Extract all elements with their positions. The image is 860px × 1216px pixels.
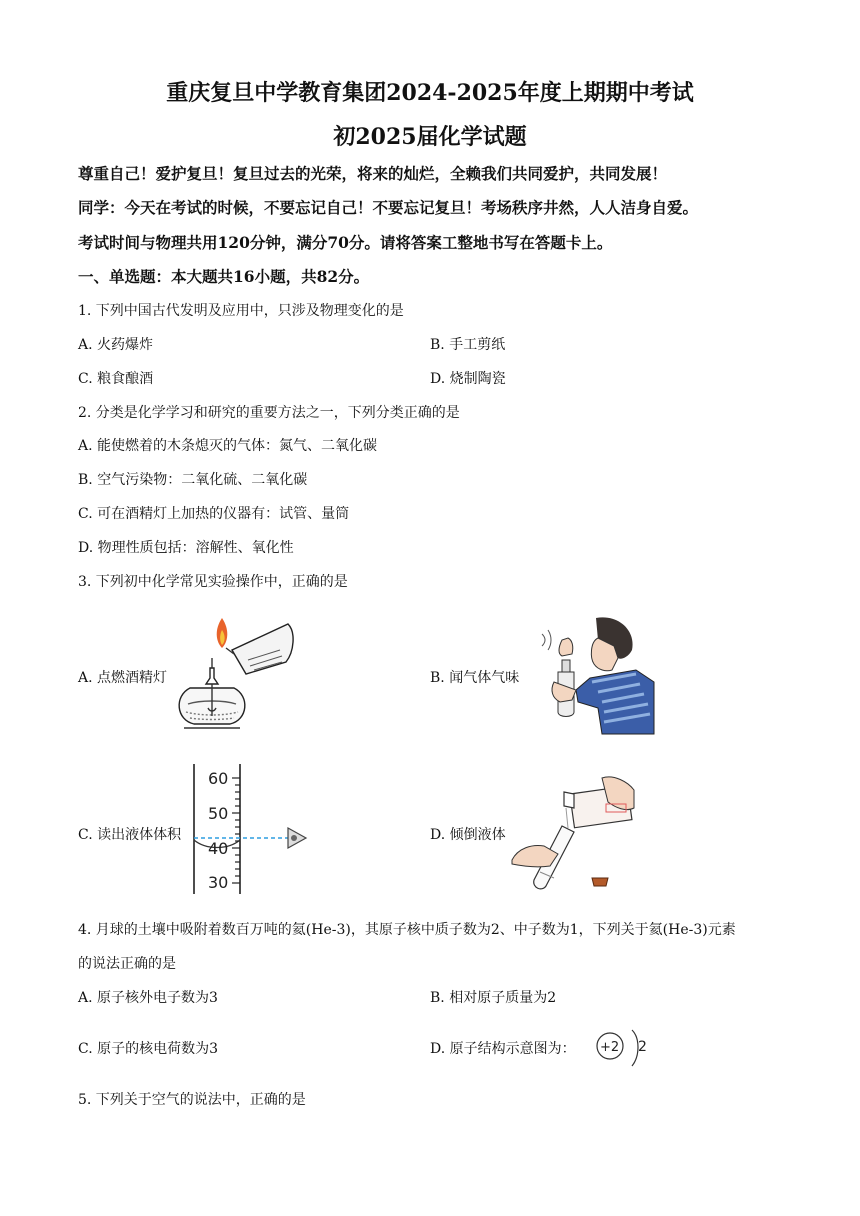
section-heading: 一、单选题：本大题共16小题，共82分。 <box>78 267 370 286</box>
q1-option-a: A. 火药爆炸 <box>78 337 154 353</box>
cylinder-scale <box>232 778 240 883</box>
boy-icon <box>542 617 654 734</box>
tick-label-60: 60 <box>208 769 229 788</box>
q4-option-a: A. 原子核外电子数为3 <box>78 990 218 1006</box>
nucleus-charge: +2 <box>600 1040 620 1055</box>
q2-stem: 2. 分类是化学学习和研究的重要方法之一，下列分类正确的是 <box>78 405 460 421</box>
q1-option-d: D. 烧制陶瓷 <box>430 371 506 387</box>
exam-subtitle: 初2025届化学试题 <box>333 124 527 150</box>
q3-option-a: A. 点燃酒精灯 <box>78 670 168 686</box>
q2-option-a: A. 能使燃着的木条熄灭的气体：氮气、二氧化碳 <box>78 438 378 454</box>
q3-option-b: B. 闻气体气味 <box>430 670 520 686</box>
q2-option-c: C. 可在酒精灯上加热的仪器有：试管、量筒 <box>78 506 350 522</box>
test-tube-icon <box>512 826 574 889</box>
tick-label-50: 50 <box>208 804 229 823</box>
q2-option-d: D. 物理性质包括：溶解性、氧化性 <box>78 540 294 556</box>
intro-line-2: 同学：今天在考试的时候，不要忘记自己！不要忘记复旦！考场秩序井然，人人洁身自爱。 <box>78 198 699 217</box>
tick-label-40: 40 <box>208 839 229 858</box>
flame-icon <box>217 618 228 648</box>
q4-option-b: B. 相对原子质量为2 <box>430 990 557 1006</box>
intro-line-3: 考试时间与物理共用120分钟，满分70分。请将答案工整地书写在答题卡上。 <box>78 233 613 252</box>
intro-line-1: 尊重自己！爱护复旦！复旦过去的光荣，将来的灿烂，全赖我们共同爱护，共同发展！ <box>78 164 668 183</box>
shell-electrons: 2 <box>638 1039 647 1055</box>
q2-option-b: B. 空气污染物：二氧化硫、二氧化碳 <box>78 472 308 488</box>
pouring-liquid-figure <box>510 768 640 894</box>
q5-stem: 5. 下列关于空气的说法中，正确的是 <box>78 1092 306 1108</box>
tick-label-30: 30 <box>208 873 229 892</box>
graduated-cylinder-figure <box>184 762 314 896</box>
stopper-icon <box>592 878 608 886</box>
hand-bottle-icon <box>564 777 634 828</box>
alcohol-lamp-figure <box>170 612 300 734</box>
eye-icon <box>288 828 306 848</box>
atomic-structure-diagram <box>594 1026 654 1070</box>
q4-stem-line-1: 4. 月球的土壤中吸附着数百万吨的氦(He-3)，其原子核中质子数为2、中子数为1，下列关于氦(He-3)元素 <box>78 922 736 938</box>
q1-option-b: B. 手工剪纸 <box>430 337 506 353</box>
q3-stem: 3. 下列初中化学常见实验操作中，正确的是 <box>78 574 348 590</box>
q1-stem: 1. 下列中国古代发明及应用中，只涉及物理变化的是 <box>78 303 404 319</box>
q1-option-c: C. 粮食酿酒 <box>78 371 154 387</box>
smelling-gas-figure <box>532 612 658 736</box>
q4-option-d: D. 原子结构示意图为： <box>430 1041 576 1057</box>
q3-option-d: D. 倾倒液体 <box>430 827 506 843</box>
exam-title: 重庆复旦中学教育集团2024-2025年度上期期中考试 <box>166 80 694 106</box>
q4-option-c: C. 原子的核电荷数为3 <box>78 1041 219 1057</box>
q3-option-c: C. 读出液体体积 <box>78 827 182 843</box>
q4-stem-line-2: 的说法正确的是 <box>78 956 176 972</box>
